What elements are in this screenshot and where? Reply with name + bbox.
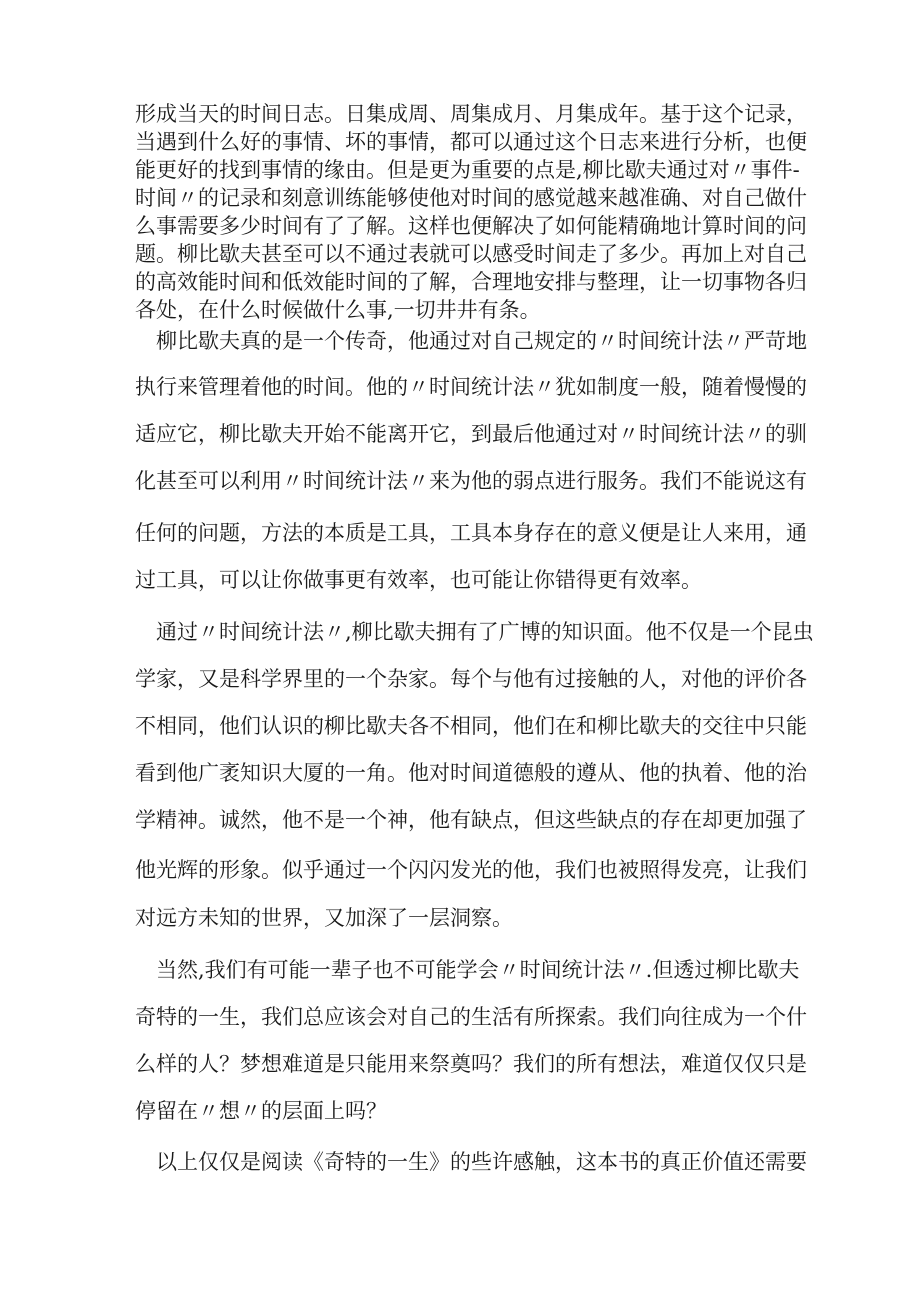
text-line: 他光辉的形象。似乎通过一个闪闪发光的他，我们也被照得发亮，让我们 [135,858,807,882]
text-line: 以上仅仅是阅读《奇特的一生》的些许感触，这本书的真正价值还需要 [156,1150,807,1174]
text-line: 学家，又是科学界里的一个杂家。每个与他有过接触的人，对他的评价各 [135,667,807,691]
text-line: 奇特的一生，我们总应该会对自己的生活有所探索。我们向往成为一个什 [135,1005,807,1029]
text-line: 停留在〃想〃的层面上吗？ [135,1099,387,1123]
text-line: 当遇到什么好的事情、坏的事情，都可以通过这个日志来进行分析，也便 [135,130,807,154]
text-line: 过工具，可以让你做事更有效率，也可能让你错得更有效率。 [135,568,702,592]
text-line: 各处，在什么时候做什么事,一切井井有条。 [135,298,541,322]
text-line: 题。柳比歇夫甚至可以不通过表就可以感受时间走了多少。再加上对自己 [135,242,807,266]
text-line: 么事需要多少时间有了了解。这样也便解决了如何能精确地计算时间的问 [135,214,807,238]
text-line: 么样的人？梦想难道是只能用来祭奠吗？我们的所有想法，难道仅仅只是 [135,1052,807,1076]
text-line: 执行来管理着他的时间。他的〃时间统计法〃犹如制度一般，随着慢慢的 [135,375,807,399]
text-line: 化甚至可以利用〃时间统计法〃来为他的弱点进行服务。我们不能说这有 [135,469,807,493]
text-line: 的高效能时间和低效能时间的了解，合理地安排与整理，让一切事物各归 [135,270,807,294]
text-line: 学精神。诚然，他不是一个神，他有缺点，但这些缺点的存在却更加强了 [135,808,807,832]
text-line: 看到他广袤知识大厦的一角。他对时间道德般的遵从、他的执着、他的治 [135,761,807,785]
text-line: 任何的问题，方法的本质是工具，工具本身存在的意义便是让人来用，通 [135,521,807,545]
text-line: 时间〃的记录和刻意训练能够使他对时间的感觉越来越准确、对自己做什 [135,186,807,210]
text-line: 适应它，柳比歇夫开始不能离开它，到最后他通过对〃时间统计法〃的驯 [135,422,807,446]
text-line: 形成当天的时间日志。日集成周、周集成月、月集成年。基于这个记录， [135,102,807,126]
text-line: 通过〃时间统计法〃,柳比歇夫拥有了广博的知识面。他不仅是一个昆虫 [156,620,814,644]
text-line: 当然,我们有可能一辈子也不可能学会〃时间统计法〃.但透过柳比歇夫 [156,958,800,982]
text-line: 对远方未知的世界，又加深了一层洞察。 [135,906,513,930]
text-line: 不相同，他们认识的柳比歇夫各不相同，他们在和柳比歇夫的交往中只能 [135,714,807,738]
text-line: 柳比歇夫真的是一个传奇，他通过对自己规定的〃时间统计法〃严苛地 [156,329,807,353]
text-line: 能更好的找到事情的缘由。但是更为重要的点是,柳比歇夫通过对〃事件- [135,158,800,182]
